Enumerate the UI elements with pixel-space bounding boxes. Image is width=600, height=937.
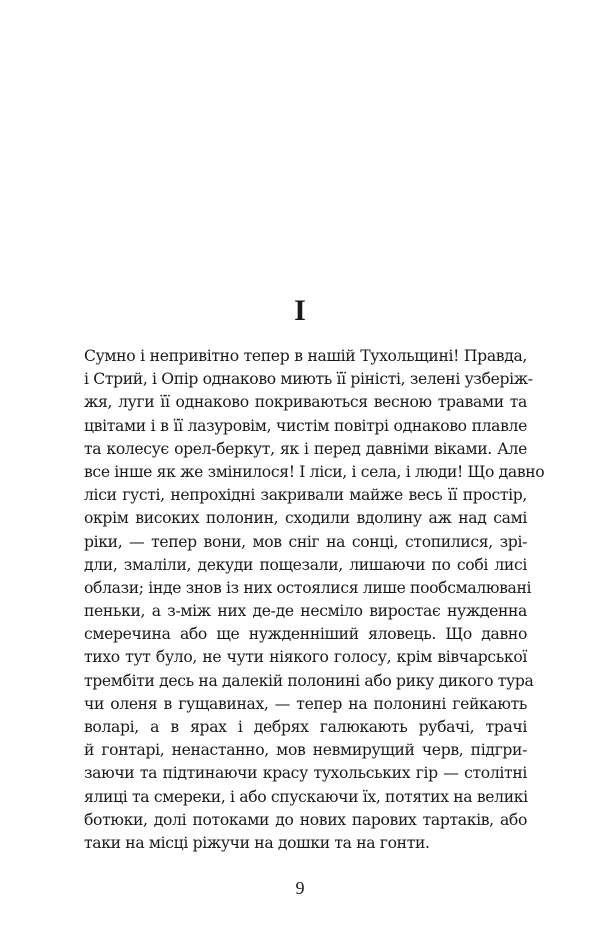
text-line: трембіти десь на далекій полонині або рику дикого тура [84, 671, 534, 690]
text-line: ботюки, долі потоками до нових парових тартаків, або [84, 810, 527, 829]
text-line: тихо тут було, не чути ніякого голосу, крім вівчарської [84, 648, 527, 667]
text-line: окрім високих полонин, сходили вдолину аж над самі [84, 509, 527, 528]
text-line: ялиці та смереки, і або спускаючи їх, потятих на великі [84, 787, 528, 806]
body-text [84, 345, 545, 855]
text-line: таки на місці ріжучи на дошки та на гонти. [84, 833, 430, 852]
text-line: Сумно і непривітно тепер в нашій Тухольщині! Правда, [84, 347, 527, 365]
text-line: ріки, — тепер вони, мов сніг на сонці, стопилися, зрі- [84, 532, 527, 551]
text-line: цвітами і в її лазуровім, чистім повітрі однаково плавле [84, 416, 527, 435]
text-line: жя, луги її однаково покриваються весною травами та [84, 393, 527, 412]
text-line: облази; інде знов із них остоялися лише пообсмалювані [84, 578, 532, 597]
chapter-heading: I [294, 294, 306, 327]
text-line: ліси густі, непрохідні закривали майже весь її простір, [84, 486, 527, 505]
text-line: дли, змаліли, декуди пощезали, лишаючи по собі лисі [84, 555, 527, 574]
text-line: заючи та підтинаючи красу тухольських гір — столітні [84, 764, 527, 783]
text-line: все інше як же змінилося! І ліси, і села, і люди! Що давно [84, 462, 545, 481]
page-number: 9 [295, 878, 305, 898]
text-line: чи оленя в гущавинах, — тепер на полонині гейкають [84, 694, 527, 713]
text-line: й гонтарі, ненастанно, мов невмирущий черв, підгри- [84, 741, 527, 760]
text-line: і Стрий, і Опір однаково миють її ріністі, зелені узберіж- [84, 370, 533, 389]
text-line: воларі, а в ярах і дебрях галюкають рубачі, трачі [84, 718, 527, 736]
text-line: смеречина або ще нужденніший яловець. Що давно [84, 625, 527, 644]
text-line: та колесує орел-беркут, як і перед давніми віками. Але [84, 439, 527, 458]
text-line: пеньки, а з-між них де-де несміло виростає нужденна [84, 602, 527, 621]
